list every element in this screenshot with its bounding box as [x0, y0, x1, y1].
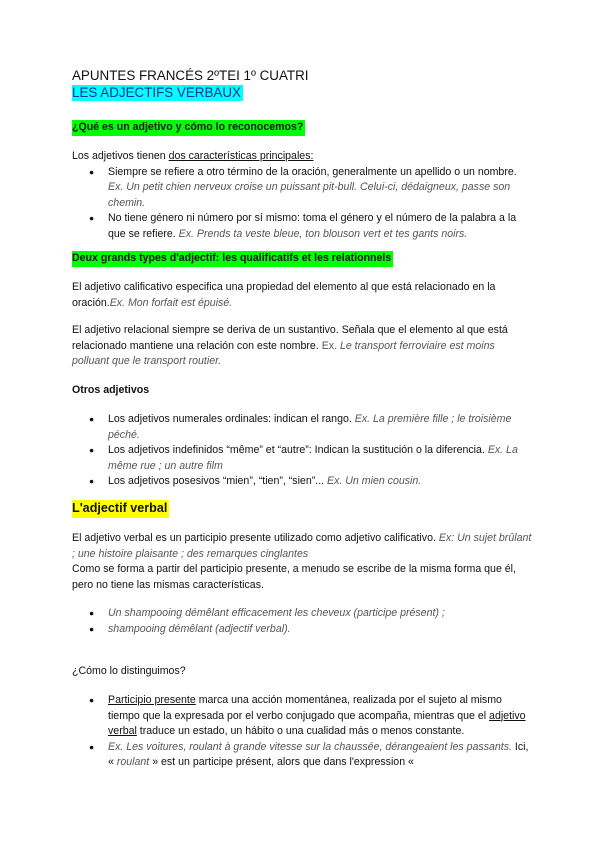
- relational-text: [72, 323, 532, 370]
- question-text: ¿Cómo lo distinguimos?: [72, 665, 186, 677]
- intro-text: Los adjetivos tienen: [72, 150, 169, 162]
- list-item: [108, 211, 532, 242]
- item-text: Los adjetivos indefinidos “même” et “autre”: Indican la sustitución o la diferencia.: [108, 444, 488, 456]
- section-heading-other: Otros adjetivos: [72, 384, 150, 396]
- list-item: [108, 412, 532, 443]
- item-example: Ex. La même rue ; un autre film: [108, 444, 518, 472]
- item-text: Los adjetivos posesivos “mien”, “tien”, “sien”...: [108, 475, 328, 487]
- section-verbal-adjective: [72, 500, 532, 518]
- item-example: Ex. Un petit chien nerveux croise un puissant pit-bull. Celui-ci, dédaigneux, passe son chemin.: [108, 181, 511, 209]
- item-text: » est un participe présent, alors que dans l'expression «: [149, 756, 414, 768]
- qualifying-text: [72, 280, 532, 311]
- item-example: Ex. Les voitures, roulant à grande vitesse sur la chaussée, dérangeaient les passants.: [108, 740, 512, 753]
- relational-example: Le transport ferroviaire est moins polluant que le transport routier.: [72, 339, 495, 367]
- item-text: Ici, «: [108, 740, 529, 768]
- item-text: No tiene género ni número por sí mismo: toma el género y el número de la palabra a la que se refiere.: [108, 212, 517, 240]
- section-adjective-definition: [72, 120, 532, 136]
- section-heading-types: Deux grands types d'adjectif: les qualificatifs et les relationnels: [72, 251, 393, 267]
- title-line-2: LES ADJECTIFS VERBAUX: [72, 85, 241, 100]
- document-title: [72, 68, 532, 103]
- list-item: [108, 622, 532, 638]
- item-example: Ex. Un mien cousin.: [327, 475, 422, 487]
- qualifying-example: Ex. Mon forfait est épuisé.: [109, 296, 233, 309]
- item-text: Siempre se refiere a otro término de la oración, generalmente un apellido o un nombre.: [108, 165, 517, 178]
- qualifying-paragraph: [72, 280, 532, 311]
- title-line-1: APUNTES FRANCÉS 2ºTEI 1º CUATRI: [72, 68, 309, 83]
- term-verbal-adjective: adjetivo verbal: [108, 709, 526, 737]
- section-adjective-types: [72, 251, 532, 267]
- relational-paragraph: [72, 323, 532, 370]
- list-item: [108, 474, 532, 490]
- item-text: marca una acción momentánea, realizada por el sujeto al mismo tiempo que la expresada por el verbo conjugado que acompaña, mientras que el: [108, 694, 502, 722]
- verbal-examples-list: [72, 606, 532, 637]
- distinguish-content: [72, 693, 532, 771]
- list-item: [108, 606, 532, 622]
- verbal-definition: [72, 531, 532, 562]
- item-example: Ex. La première fille ; le troisième péché.: [108, 413, 512, 441]
- list-item: [108, 165, 532, 212]
- list-item: [108, 443, 532, 474]
- verbal-examples: [72, 606, 532, 637]
- intro-underlined: dos características principales:: [168, 150, 314, 162]
- term-participle: Participio presente: [108, 694, 196, 706]
- section-other-adjectives: [72, 383, 532, 399]
- section-heading-verbal: L'adjectif verbal: [72, 500, 169, 518]
- item-text: Los adjetivos numerales ordinales: indican el rango.: [108, 413, 355, 425]
- list-item: [108, 740, 532, 771]
- relational-body: El adjetivo relacional siempre se deriva de un sustantivo. Señala que el elemento al que está relacionado mantiene una relación con este nombre.: [72, 324, 508, 352]
- distinguish-question: [72, 664, 532, 680]
- intro-paragraph: [72, 149, 532, 165]
- list-item: [108, 693, 532, 740]
- section-heading-adjective: ¿Qué es un adjetivo y cómo lo reconocemos?: [72, 120, 305, 136]
- item-text: traduce un estado, un hábito o una cualidad más o menos constante.: [136, 725, 465, 737]
- verbal-formation: Como se forma a partir del participio presente, a menudo se escribe de la misma forma que él, pero no tiene las mismas características.: [72, 563, 516, 591]
- qualifying-body: El adjetivo calificativo especifica una propiedad del elemento al que está relacionado en la oración.: [72, 281, 496, 309]
- other-adjectives-content: [72, 412, 532, 490]
- other-adjectives-list: [72, 412, 532, 490]
- characteristics-list: [72, 165, 532, 243]
- item-example: Ex. Prends ta veste bleue, ton blouson vert et tes gants noirs.: [178, 227, 468, 240]
- item-example: shampooing démêlant (adjectif verbal).: [108, 622, 291, 635]
- relational-example-label: Ex.: [321, 339, 340, 352]
- item-term: roulant: [116, 756, 150, 768]
- item-example: Un shampooing démêlant efficacement les cheveux (participe présent) ;: [108, 607, 445, 619]
- distinguish-list: [72, 693, 532, 771]
- verbal-definition-example: Ex: Un sujet brûlant ; une histoire plaisante ; des remarques cinglantes: [72, 532, 532, 560]
- verbal-adjective-content: [72, 531, 532, 593]
- section-adjective-content: [72, 149, 532, 242]
- verbal-definition-text: El adjetivo verbal es un participio presente utilizado como adjetivo calificativo.: [72, 532, 439, 544]
